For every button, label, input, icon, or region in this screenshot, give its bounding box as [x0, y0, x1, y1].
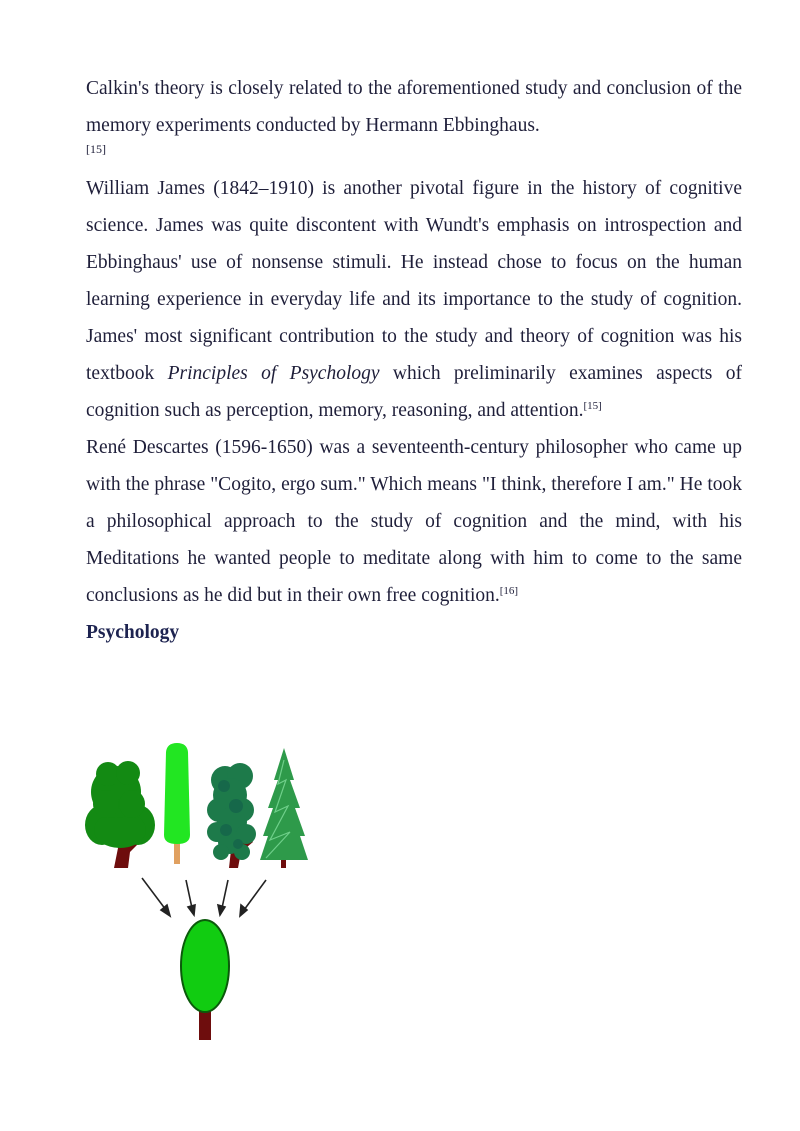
conifer-tree-icon [260, 748, 308, 868]
generic-tree-icon [181, 920, 229, 1040]
arrow-icon [186, 880, 195, 915]
paragraph-descartes-text: René Descartes (1596-1650) was a seventeenth-century philosopher who came up with the phrase "Cogito, ergo sum." Which means "I think, therefore I am." He took a philosophical approach to the study of cognition and the mind, with his Meditations he wanted people to meditate along with him to come to the same conclusions as he did but in their own free cognition. [86, 437, 742, 606]
paragraph-james [86, 170, 742, 429]
paragraph-calkin [86, 70, 742, 160]
paragraph-james-text: William James (1842–1910) is another pivotal figure in the history of cognitive science. James was quite discontent with Wundt's emphasis on introspection and Ebbinghaus' use of nonsense stimuli. He instead chose to focus on the human learning experience in everyday life and its importance to the study of cognition. James' most significant contribution to the study and theory of cognition was his textbook [86, 178, 742, 384]
paragraph-descartes [86, 429, 742, 614]
document-page [86, 70, 742, 651]
paragraph-james-text-cont: which preliminarily examines aspects of cognition such as perception, memory, reasoning, and attention. [86, 363, 743, 421]
arrow-icon [142, 878, 170, 916]
tree-concept-illustration [80, 740, 320, 1050]
book-title: Principles of Psychology [167, 363, 380, 384]
arrow-icon [240, 880, 266, 916]
arrow-icon [218, 880, 228, 915]
section-heading: Psychology [86, 622, 180, 643]
tree-concept-figure [80, 740, 320, 1050]
arrows-group [142, 878, 266, 916]
deciduous-tree-icon [85, 761, 155, 868]
poplar-tree-icon [164, 743, 190, 864]
paragraph-calkin-text: Calkin's theory is closely related to the aforementioned study and conclusion of the memory experiments conducted by Hermann Ebbinghaus. [86, 78, 742, 136]
citation-ref[interactable]: [15] [86, 142, 106, 156]
bushy-tree-icon [207, 763, 256, 868]
citation-ref[interactable]: [16] [499, 585, 519, 597]
citation-ref[interactable]: [15] [583, 400, 602, 412]
